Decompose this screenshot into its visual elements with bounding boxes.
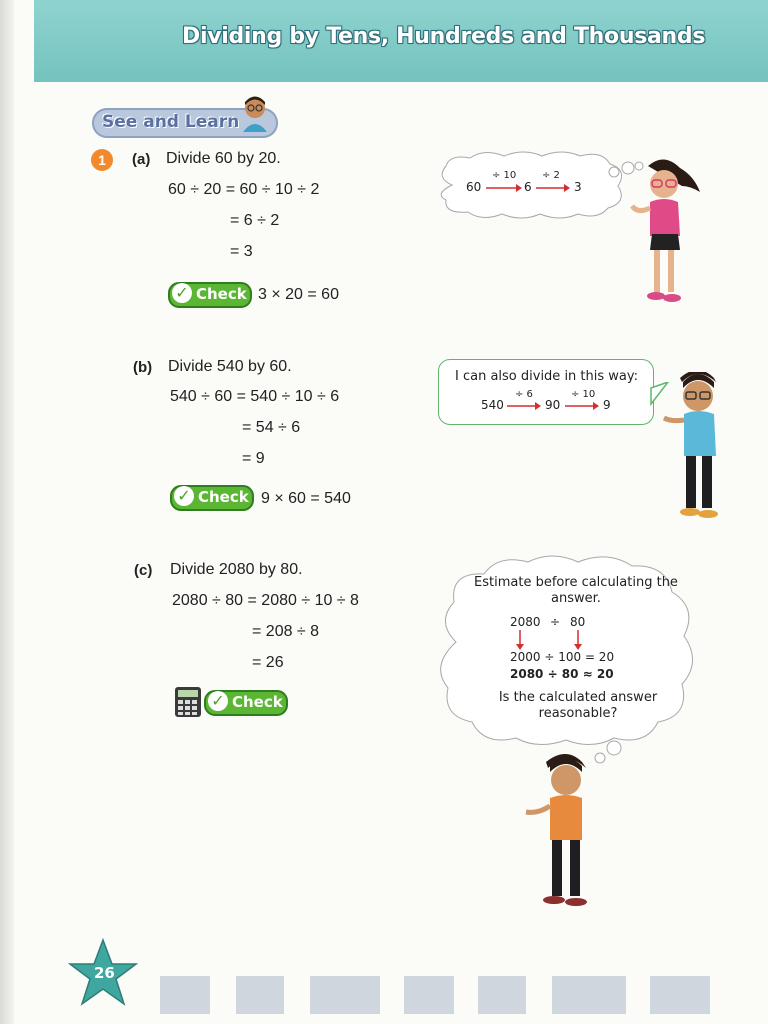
footer-stripe <box>650 976 710 1014</box>
part-a-line-2: = 6 ÷ 2 <box>230 212 280 229</box>
checkmark-icon: ✓ <box>172 283 192 303</box>
bubble-c-row3: 2080 ÷ 80 ≈ 20 <box>510 667 614 681</box>
checkmark-icon: ✓ <box>174 486 194 506</box>
checkmark-icon: ✓ <box>208 691 228 711</box>
girl-character-illustration <box>620 156 704 314</box>
part-c-line-3: = 26 <box>252 654 284 671</box>
example-number-badge: 1 <box>91 149 113 171</box>
part-c-line-2: = 208 ÷ 8 <box>252 623 320 640</box>
bubble-a-mid: 6 <box>524 180 532 194</box>
part-a-check-badge <box>168 282 252 308</box>
part-b-label: (b) <box>133 359 153 376</box>
page-spine-shadow <box>0 0 14 1024</box>
boy-avatar-icon <box>238 94 272 132</box>
calculator-icon <box>174 686 202 718</box>
part-b-prompt: Divide 540 by 60. <box>168 358 292 375</box>
part-a-label: (a) <box>132 151 151 168</box>
boy-orange-shirt-character-illustration <box>520 754 602 914</box>
part-b-line-2: = 54 ÷ 6 <box>242 419 301 436</box>
bubble-b-op1: ÷ 6 <box>515 389 533 400</box>
bubble-a-op2: ÷ 2 <box>542 170 560 181</box>
part-c-line-1: 2080 ÷ 80 = 2080 ÷ 10 ÷ 8 <box>172 592 359 609</box>
footer-stripe <box>552 976 626 1014</box>
part-b-line-1: 540 ÷ 60 = 540 ÷ 10 ÷ 6 <box>170 388 340 405</box>
arrow-icon <box>565 401 599 411</box>
bubble-b-end: 9 <box>603 398 611 412</box>
bubble-b-op2: ÷ 10 <box>571 389 596 400</box>
part-b-line-3: = 9 <box>242 450 265 467</box>
speech-bubble-b <box>438 359 654 425</box>
part-a-line-3: = 3 <box>230 243 253 260</box>
bubble-c-question: Is the calculated answer reasonable? <box>498 690 658 721</box>
down-arrow-icon <box>572 630 584 650</box>
page-title: Dividing by Tens, Hundreds and Thousands <box>182 24 706 49</box>
arrow-icon <box>486 183 522 193</box>
thought-bubble-a <box>432 150 632 220</box>
bubble-c-row1-right: 80 <box>570 615 586 629</box>
check-label: Check <box>232 693 283 711</box>
page-number: 26 <box>94 964 115 982</box>
down-arrow-icon <box>514 630 526 650</box>
check-label: Check <box>196 285 247 303</box>
arrow-icon <box>507 401 541 411</box>
part-b-check-equation: 9 × 60 = 540 <box>261 490 351 507</box>
part-c-label: (c) <box>134 562 153 579</box>
bubble-c-intro: Estimate before calculating the answer. <box>474 575 678 606</box>
arrow-icon <box>536 183 570 193</box>
bubble-a-start: 60 <box>466 180 482 194</box>
bubble-b-start: 540 <box>481 398 504 412</box>
page-header-band <box>34 0 768 82</box>
bubble-c-row2: 2000 ÷ 100 = 20 <box>510 650 615 664</box>
footer-stripe <box>478 976 526 1014</box>
bubble-c-row1-left: 2080 <box>510 615 541 629</box>
bubble-b-intro: I can also divide in this way: <box>455 369 639 384</box>
boy-glasses-character-illustration <box>656 372 736 524</box>
part-a-prompt: Divide 60 by 20. <box>166 150 281 167</box>
footer-stripe <box>160 976 210 1014</box>
bubble-c-row1-op: ÷ <box>550 615 561 629</box>
see-and-learn-label: See and Learn <box>102 112 240 132</box>
part-c-check-badge <box>204 690 288 716</box>
part-a-check-equation: 3 × 20 = 60 <box>258 286 339 303</box>
footer-stripe <box>310 976 380 1014</box>
footer-stripe <box>236 976 284 1014</box>
part-b-check-badge <box>170 485 254 511</box>
bubble-b-mid: 90 <box>545 398 561 412</box>
bubble-a-end: 3 <box>574 180 582 194</box>
check-label: Check <box>198 488 249 506</box>
part-c-prompt: Divide 2080 by 80. <box>170 561 303 578</box>
part-a-line-1: 60 ÷ 20 = 60 ÷ 10 ÷ 2 <box>168 181 320 198</box>
bubble-a-op1: ÷ 10 <box>492 170 517 181</box>
footer-stripe <box>404 976 454 1014</box>
